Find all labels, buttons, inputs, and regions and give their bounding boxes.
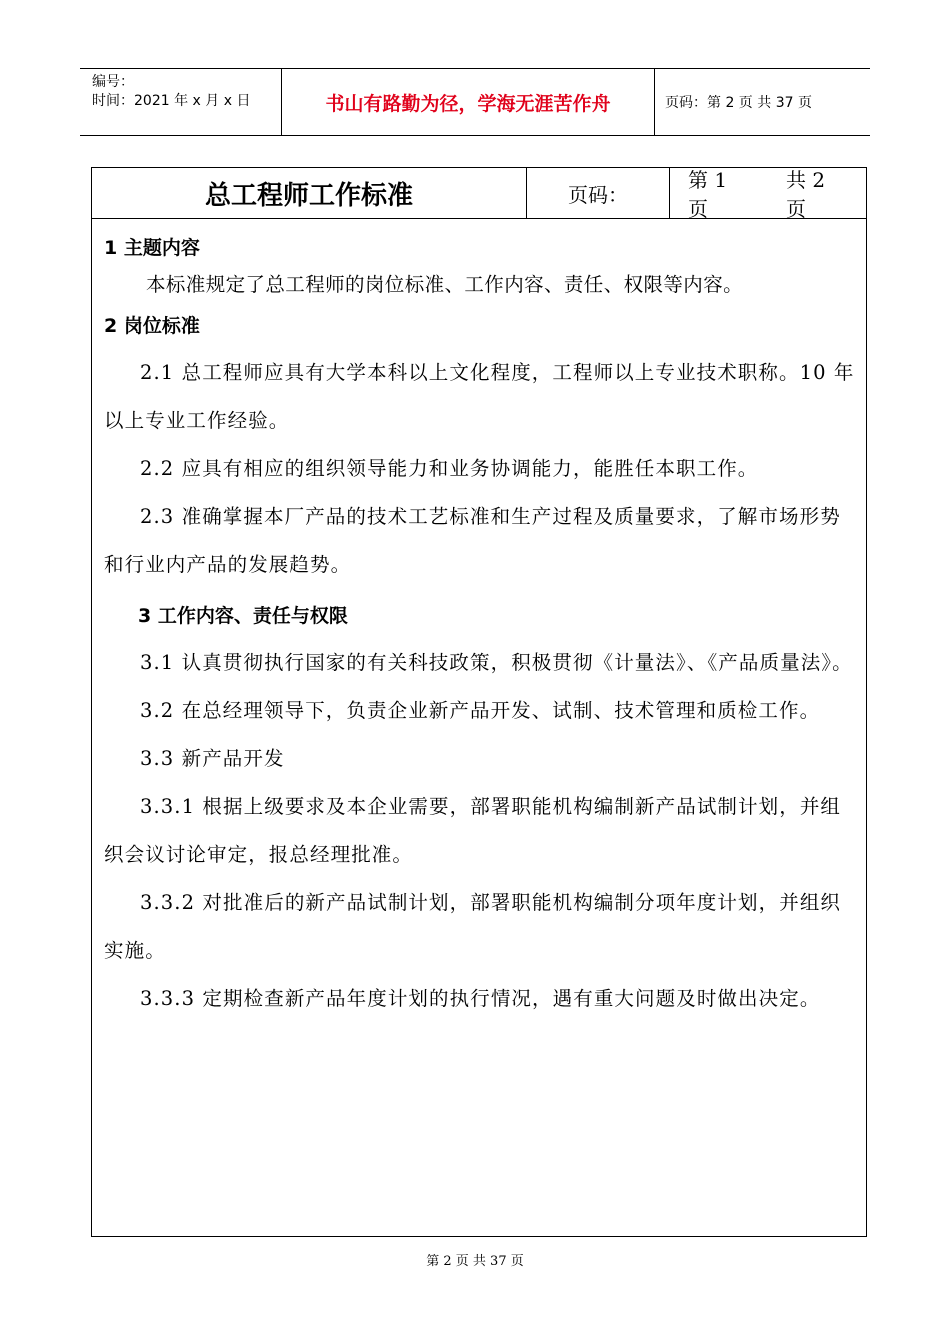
paragraph: 本标准规定了总工程师的岗位标准、工作内容、责任、权限等内容。: [146, 273, 744, 296]
page-number: [670, 168, 866, 221]
title-row: [92, 168, 866, 219]
paragraph: 3.3 新产品开发: [140, 747, 285, 770]
number-label: 编号：: [92, 74, 134, 90]
section-heading: 1 主题内容: [104, 237, 200, 259]
paragraph: 3.2 在总经理领导下，负责企业新产品开发、试制、技术管理和质检工作。: [140, 699, 821, 722]
header-meta: [80, 69, 282, 135]
page-total: 共 2 页: [786, 168, 826, 221]
document-body: [92, 219, 866, 1023]
paragraph: 3.1 认真贯彻执行国家的有关科技政策，积极贯彻《计量法》、《产品质量法》。: [140, 651, 853, 674]
paragraph: 3.3.2 对批准后的新产品试制计划，部署职能机构编制分项年度计划，并组织实施。: [104, 891, 842, 962]
paragraph: 3.3.3 定期检查新产品年度计划的执行情况，遇有重大问题及时做出决定。: [140, 987, 821, 1010]
document-table: [91, 167, 867, 1237]
header-page-info: 页码：第 2 页 共 37 页: [665, 95, 812, 111]
paragraph: 2.2 应具有相应的组织领导能力和业务协调能力，能胜任本职工作。: [140, 457, 759, 480]
motto: 书山有路勤为径，学海无涯苦作舟: [282, 69, 655, 135]
page-label: 页码：: [527, 168, 670, 218]
paragraph: 3.3.1 根据上级要求及本企业需要，部署职能机构编制新产品试制计划，并组织会议讨论审定，报总经理批准。: [104, 795, 842, 866]
section-heading: 3 工作内容、责任与权限: [138, 605, 348, 627]
section-heading: 2 岗位标准: [104, 315, 200, 337]
page-header: [80, 68, 870, 136]
paragraph: 2.1 总工程师应具有大学本科以上文化程度，工程师以上专业技术职称。10 年以上专业工作经验。: [104, 361, 855, 432]
paragraph: 2.3 准确掌握本厂产品的技术工艺标准和生产过程及质量要求，了解市场形势和行业内产品的发展趋势。: [104, 505, 841, 576]
time-label: 时间：2021 年 x 月 x 日: [92, 93, 251, 109]
page-current: 第 1 页: [688, 168, 728, 221]
document-title: 总工程师工作标准: [92, 168, 527, 218]
page-footer: 第 2 页 共 37 页: [426, 1254, 524, 1269]
